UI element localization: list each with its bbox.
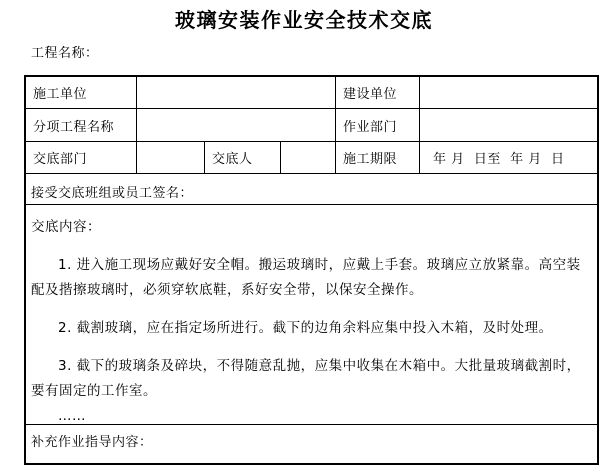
discloser-label: 交底人	[205, 142, 281, 173]
disclosure-content-cell	[26, 205, 597, 424]
disclosure-content-label: 交底内容：	[31, 219, 101, 235]
construction-period-label: 施工期限	[336, 142, 420, 173]
construction-period-value-field: 年 月 日至 年 月 日	[433, 152, 565, 167]
table-row-subproject	[26, 109, 597, 142]
document-title: 玻璃安装作业安全技术交底	[175, 8, 433, 32]
subproject-name-label: 分项工程名称	[26, 109, 137, 141]
subproject-name-value-field	[137, 109, 336, 141]
disclosure-department-value-field	[137, 142, 205, 173]
disclosure-ellipsis: ……	[58, 408, 86, 424]
construction-unit-label: 施工单位	[26, 77, 137, 108]
signature-row-label: 接受交底班组或员工签名：	[31, 186, 194, 201]
project-name-label: 工程名称：	[31, 46, 99, 61]
table-row-disclosure-info	[26, 142, 597, 174]
table-row-signature	[26, 174, 597, 205]
discloser-value-field	[281, 142, 336, 173]
work-department-value-field	[420, 109, 597, 141]
building-unit-value-field	[420, 77, 597, 108]
table-row-units	[26, 77, 597, 109]
table-row-supplement	[26, 425, 597, 463]
building-unit-label: 建设单位	[336, 77, 420, 108]
disclosure-department-label: 交底部门	[26, 142, 137, 173]
supplement-label: 补充作业指导内容：	[31, 435, 153, 450]
work-department-label: 作业部门	[336, 109, 420, 141]
table-row-disclosure-content	[26, 205, 597, 425]
construction-unit-value-field	[137, 77, 336, 108]
disclosure-form-table	[24, 75, 599, 465]
disclosure-paragraph-1: 1. 进入施工现场应戴好安全帽。搬运玻璃时，应戴上手套。玻璃应立放紧靠。高空装配及揩擦玻璃时，必须穿软底鞋，系好安全带，以保安全操作。	[31, 257, 581, 298]
disclosure-paragraph-2: 2. 截割玻璃，应在指定场所进行。截下的边角余料应集中投入木箱，及时处理。	[58, 320, 553, 336]
disclosure-paragraph-3: 3. 截下的玻璃条及碎块，不得随意乱抛，应集中收集在木箱中。大批量玻璃截割时，要有固定的工作室。	[31, 358, 581, 399]
